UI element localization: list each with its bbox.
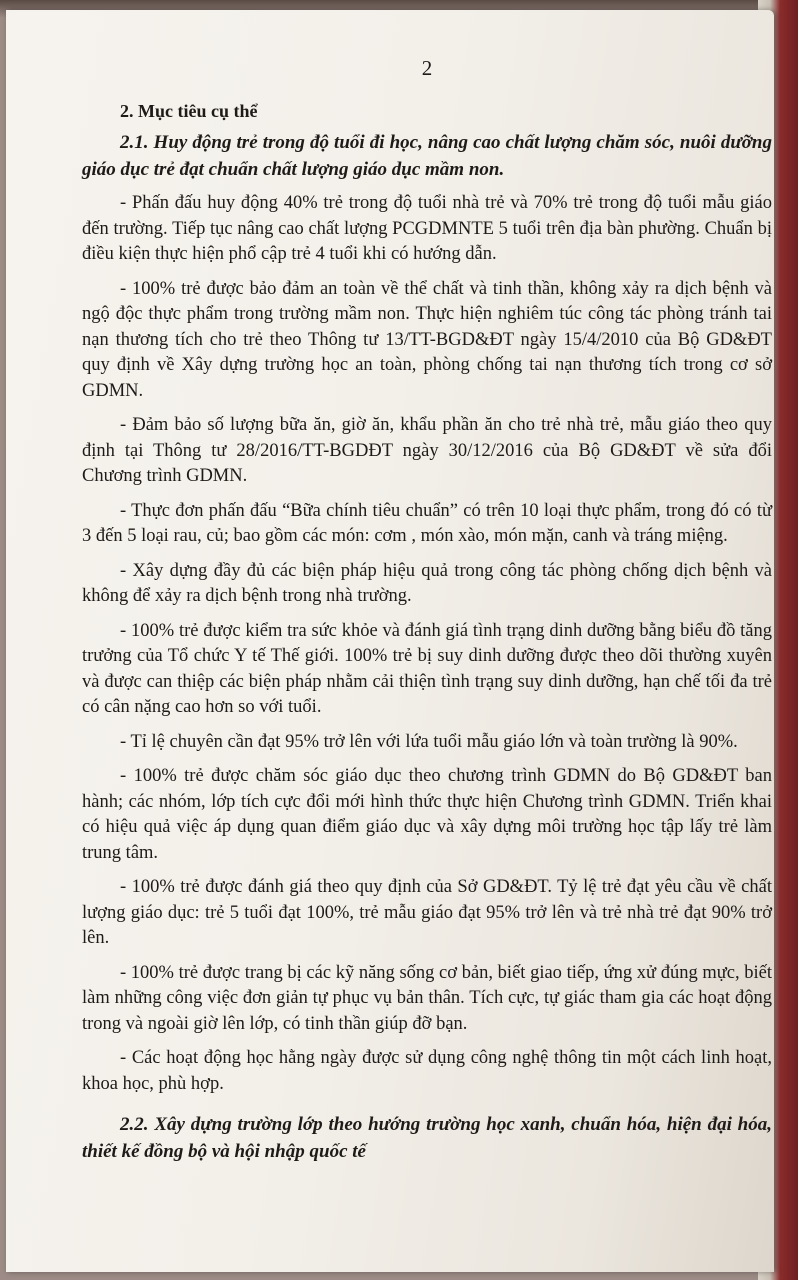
page-number: 2 [421, 56, 433, 80]
paragraph-menu: - Thực đơn phấn đấu “Bữa chính tiêu chuẩn” có trên 10 loại thực phẩm, trong đó có từ 3 đến 5 loại rau, củ; bao gồm các món: cơm , món xào, món mặn, canh và tráng miệng. [82, 500, 772, 546]
paragraph-assessment: - 100% trẻ được đánh giá theo quy định của Sở GD&ĐT. Tỷ lệ trẻ đạt yêu cầu về chất lượng giáo dục: trẻ 5 tuổi đạt 100%, trẻ mẫu giáo đạt 95% trở lên và trẻ nhà trẻ đạt 90% trở lên. [82, 877, 772, 948]
paragraph-it-usage: - Các hoạt động học hằng ngày được sử dụng công nghệ thông tin một cách linh hoạt, khoa học, phù hợp. [82, 1048, 772, 1094]
document-page [6, 10, 774, 1272]
paragraph-attendance: - Tỉ lệ chuyên cần đạt 95% trở lên với lứa tuổi mẫu giáo lớn và toàn trường là 90%. [120, 731, 738, 752]
subsection-heading-2-1: 2.1. Huy động trẻ trong độ tuổi đi học, nâng cao chất lượng chăm sóc, nuôi dưỡng giáo dục trẻ đạt chuẩn chất lượng giáo dục mầm non. [82, 132, 772, 180]
subsection-heading-2-2: 2.2. Xây dựng trường lớp theo hướng trường học xanh, chuẩn hóa, hiện đại hóa, thiết kế đồng bộ và hội nhập quốc tế [82, 1114, 772, 1162]
paragraph-enrollment: - Phấn đấu huy động 40% trẻ trong độ tuổi nhà trẻ và 70% trẻ trong độ tuổi mẫu giáo đến trường. Tiếp tục nâng cao chất lượng PCGDMNTE 5 tuổi trên địa bàn phường. Chuẩn bị điều kiện thực hiện phổ cập trẻ 4 tuổi khi có hướng dẫn. [82, 193, 772, 264]
paragraph-disease-prevention: - Xây dựng đầy đủ các biện pháp hiệu quả trong công tác phòng chống dịch bệnh và không để xảy ra dịch bệnh trong nhà trường. [82, 560, 772, 606]
paragraph-curriculum: - 100% trẻ được chăm sóc giáo dục theo chương trình GDMN do Bộ GD&ĐT ban hành; các nhóm, lớp tích cực đổi mới hình thức thực hiện Chương trình GDMN. Triển khai có hiệu quả việc áp dụng quan điểm giáo dục và xây dựng môi trường học tập lấy trẻ làm trung tâm. [82, 766, 772, 863]
paragraph-health-check: - 100% trẻ được kiểm tra sức khỏe và đánh giá tình trạng dinh dưỡng bằng biểu đồ tăng trưởng của Tổ chức Y tế Thế giới. 100% trẻ bị suy dinh dưỡng được theo dõi thường xuyên và được can thiệp các biện pháp nhằm cải thiện tình trạng suy dinh dưỡng, hạn chế tối đa trẻ có cân nặng cao hơn so với tuổi. [82, 620, 772, 717]
paragraph-safety: - 100% trẻ được bảo đảm an toàn về thể chất và tinh thần, không xảy ra dịch bệnh và ngộ độc thực phẩm trong trường mầm non. Thực hiện nghiêm túc công tác phòng tránh tai nạn thương tích cho trẻ theo Thông tư 13/TT-BGD&ĐT ngày 15/4/2010 của Bộ GD&ĐT quy định về Xây dựng trường học an toàn, phòng chống tai nạn thương tích trong cơ sở GDMN. [82, 278, 772, 401]
paragraph-life-skills: - 100% trẻ được trang bị các kỹ năng sống cơ bản, biết giao tiếp, ứng xử đúng mực, biết làm những công việc đơn giản tự phục vụ bản thân. Tích cực, tự giác tham gia các hoạt động trong và ngoài giờ lên lớp, có tinh thần giúp đỡ bạn. [82, 962, 772, 1034]
paragraph-meals: - Đảm bảo số lượng bữa ăn, giờ ăn, khẩu phần ăn cho trẻ nhà trẻ, mẫu giáo theo quy định tại Thông tư 28/2016/TT-BGDĐT ngày 30/12/2016 của Bộ GD&ĐT về sửa đổi Chương trình GDMN. [82, 415, 772, 486]
page-content [82, 50, 772, 1173]
section-heading: 2. Mục tiêu cụ thể [120, 101, 258, 121]
